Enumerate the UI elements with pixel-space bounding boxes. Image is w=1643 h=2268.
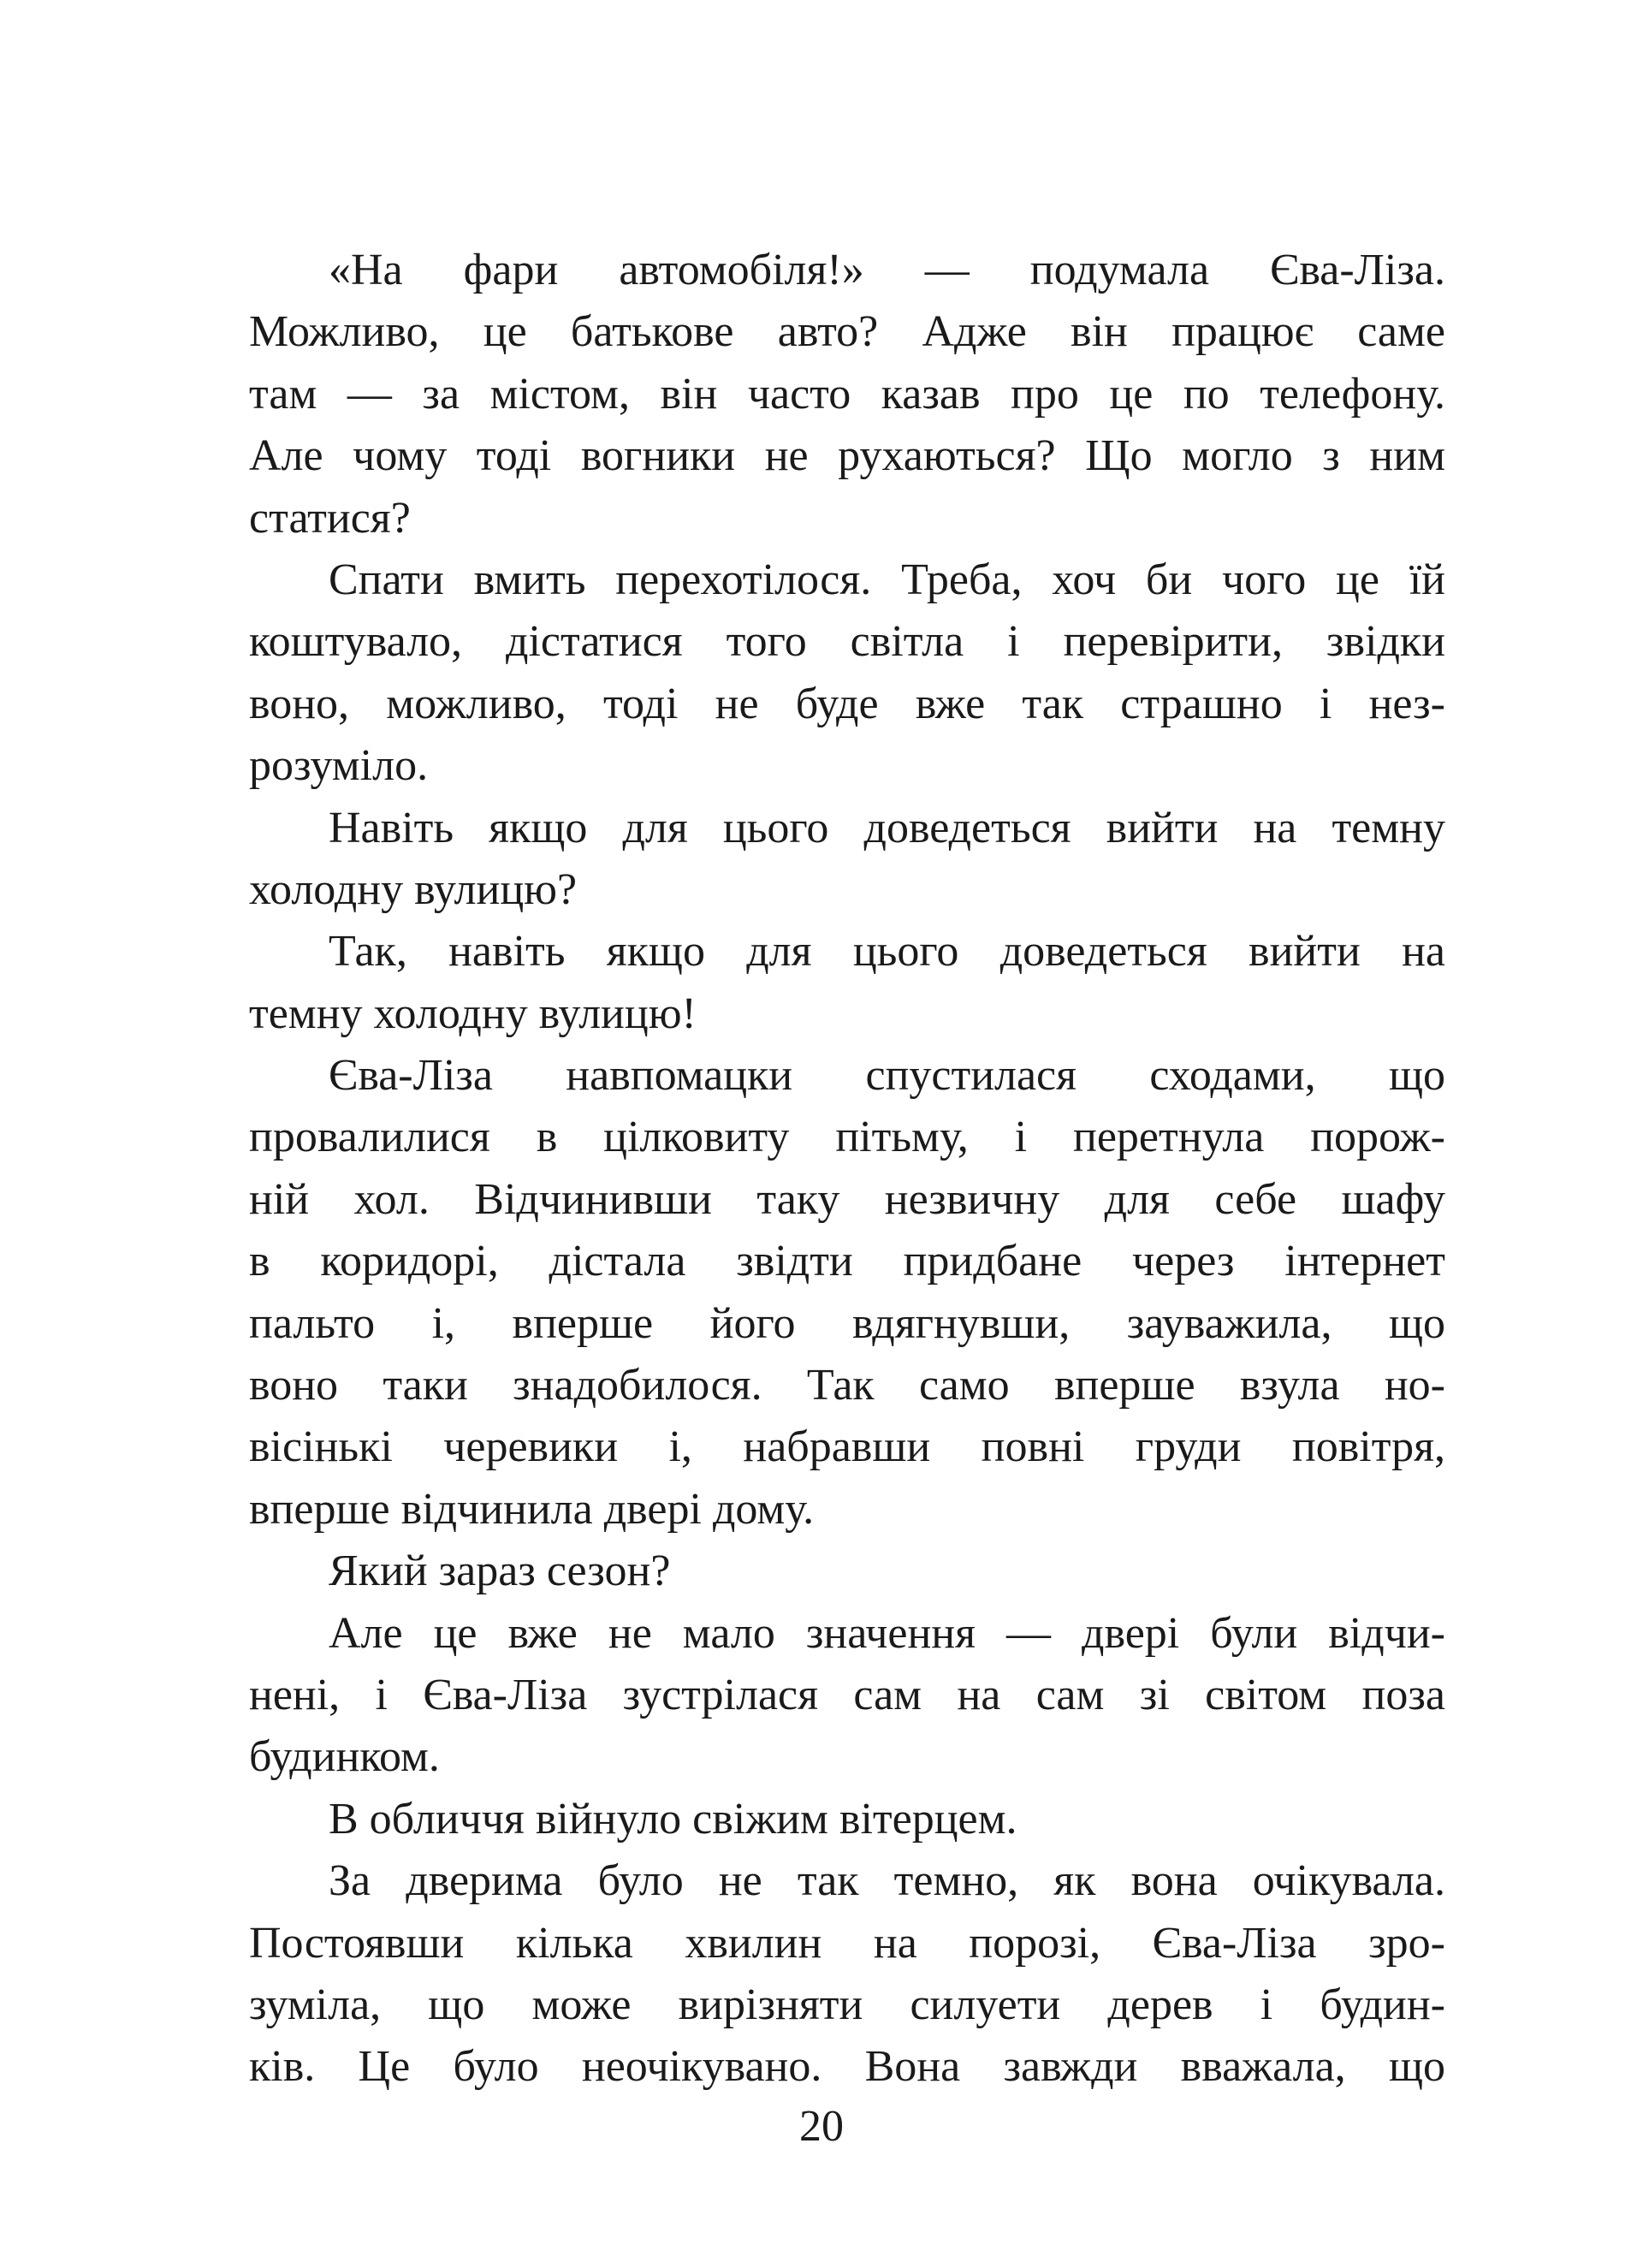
paragraph bbox=[249, 1789, 1445, 1850]
paragraph bbox=[249, 549, 1445, 798]
paragraph bbox=[249, 921, 1445, 1045]
text-line: Але чому тоді вогники не рухаються? Що могло з ним bbox=[249, 431, 1445, 481]
text-line: воно таки знадобилося. Так само вперше взула но- bbox=[249, 1361, 1445, 1410]
paragraph bbox=[249, 798, 1445, 922]
text-line: темну холодну вулицю! bbox=[249, 989, 697, 1038]
text-line: ків. Це було неочікувано. Вона завжди вважала, що bbox=[249, 2042, 1445, 2092]
text-line: будинком. bbox=[249, 1732, 440, 1782]
text-line: В обличчя війнуло свіжим вітерцем. bbox=[329, 1794, 1017, 1843]
text-line: холодну вулицю? bbox=[249, 864, 578, 914]
text-line: там — за містом, він часто казав про це по телефону. bbox=[249, 369, 1445, 419]
text-line: статися? bbox=[249, 493, 411, 543]
book-page-text bbox=[249, 240, 1445, 2099]
text-line: Постоявши кілька хвилин на порозі, Єва-Ліза зро- bbox=[249, 1918, 1445, 1968]
text-line: воно, можливо, тоді не буде вже так страшно і нез- bbox=[249, 679, 1445, 728]
paragraph bbox=[249, 1541, 1445, 1602]
text-line: пальто і, вперше його вдягнувши, зауважила, що bbox=[249, 1298, 1445, 1348]
text-line: розуміло. bbox=[249, 741, 429, 791]
text-line: ній хол. Відчинивши таку незвичну для себе шафу bbox=[249, 1174, 1445, 1224]
text-line: Який зараз сезон? bbox=[329, 1547, 671, 1596]
text-line: вперше відчинила двері дому. bbox=[249, 1484, 815, 1534]
text-line: провалилися в цілковиту пітьму, і перетнула порож- bbox=[249, 1113, 1445, 1162]
paragraph bbox=[249, 240, 1445, 549]
paragraph bbox=[249, 1850, 1445, 2099]
page-number: 20 bbox=[799, 2102, 844, 2151]
text-line: За дверима було не так темно, як вона очікувала. bbox=[329, 1856, 1445, 1906]
text-line: в коридорі, дістала звідти придбане через інтернет bbox=[249, 1237, 1445, 1286]
text-line: коштувало, дістатися того світла і перевірити, звідки bbox=[249, 617, 1445, 667]
text-line: Але це вже не мало значення — двері були відчи- bbox=[329, 1608, 1445, 1658]
text-line: нені, і Єва-Ліза зустрілася сам на сам зі світом поза bbox=[249, 1670, 1445, 1719]
text-line: Єва-Ліза навпомацки спустилася сходами, що bbox=[329, 1051, 1445, 1101]
text-line: Так, навіть якщо для цього доведеться вийти на bbox=[329, 927, 1445, 977]
text-line: Спати вмить перехотілося. Треба, хоч би чого це їй bbox=[329, 555, 1445, 604]
text-line: «На фари автомобіля!» — подумала Єва-Ліза. bbox=[329, 246, 1445, 294]
text-line: Навіть якщо для цього доведеться вийти на темну bbox=[329, 803, 1445, 852]
text-line: зуміла, що може вирізняти силуети дерев і будин- bbox=[249, 1980, 1445, 2029]
paragraph bbox=[249, 1603, 1445, 1789]
paragraph bbox=[249, 1045, 1445, 1541]
text-line: вісінькі черевики і, набравши повні груди повітря, bbox=[249, 1422, 1445, 1472]
text-line: Можливо, це батькове авто? Адже він працює саме bbox=[249, 307, 1445, 357]
